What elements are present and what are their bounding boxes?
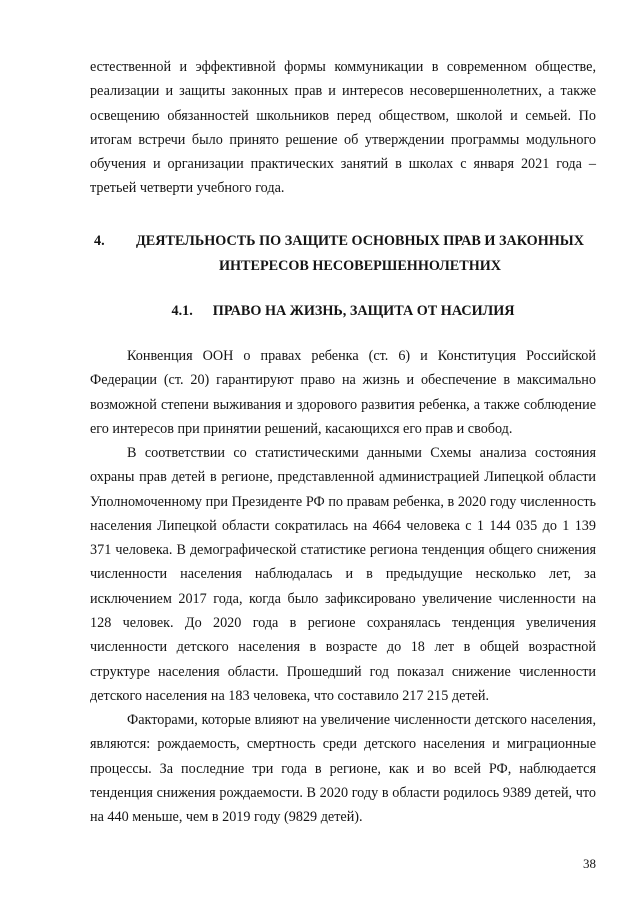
- section-heading: [90, 229, 596, 279]
- paragraph-statistics: В соответствии со статистическими данными Схемы анализа состояния охраны прав детей в регионе, представленной администрацией Липецкой области Уполномоченному при Президенте РФ по правам ребенка, в 2020 году численность населения Липецкой области сократилась на 4664 человека с 1 144 035 до 1 139 371 человека. В демографической статистике региона тенденция общего снижения численности населения наблюдалась и в предыдущие несколько лет, за исключением 2017 года, когда было зафиксировано увеличение численности на 128 человек. До 2020 года в регионе сохранялась тенденция увеличения численности детского населения в возрасте до 18 лет в общей возрастной структуре населения области. Прошедший год показал снижение численности детского населения на 183 человека, что составило 217 215 детей.: [90, 445, 596, 704]
- section-title-line1: ДЕЯТЕЛЬНОСТЬ ПО ЗАЩИТЕ ОСНОВНЫХ ПРАВ И ЗАКОННЫХ: [136, 233, 584, 249]
- subsection-number: 4.1.: [171, 303, 193, 319]
- paragraph-factors: Факторами, которые влияют на увеличение численности детского населения, являются: рождаемость, смертность среди детского населения и миграционные процессы. За последние три года в регионе, как и во всей РФ, наблюдается тенденция снижения рождаемости. В 2020 году в области родилось 9389 детей, что на 440 меньше, чем в 2019 году (9829 детей).: [90, 712, 596, 826]
- subsection-heading: [90, 299, 596, 324]
- intro-paragraph: естественной и эффективной формы коммуникации в современном обществе, реализации и защиты законных прав и интересов несовершеннолетних, а также освещению обязанностей школьников перед обществом, школой и семьей. По итогам встречи было принято решение об утверждении программы модульного обучения и организации практических занятий в школах с января 2021 года – третьей четверти учебного года.: [90, 59, 596, 197]
- section-number: 4.: [94, 233, 105, 249]
- section-title-line2: ИНТЕРЕСОВ НЕСОВЕРШЕННОЛЕТНИХ: [218, 258, 502, 274]
- page-number: 38: [583, 856, 596, 871]
- section-title: [90, 229, 596, 279]
- subsection-title: ПРАВО НА ЖИЗНЬ, ЗАЩИТА ОТ НАСИЛИЯ: [212, 303, 515, 319]
- paragraph-convention: Конвенция ООН о правах ребенка (ст. 6) и Конституция Российской Федерации (ст. 20) гарантируют право на жизнь и обеспечение в максимально возможной степени выживания и здорового развития ребенка, а также соблюдение его интересов при принятии решений, касающихся его прав и свобод.: [90, 348, 596, 437]
